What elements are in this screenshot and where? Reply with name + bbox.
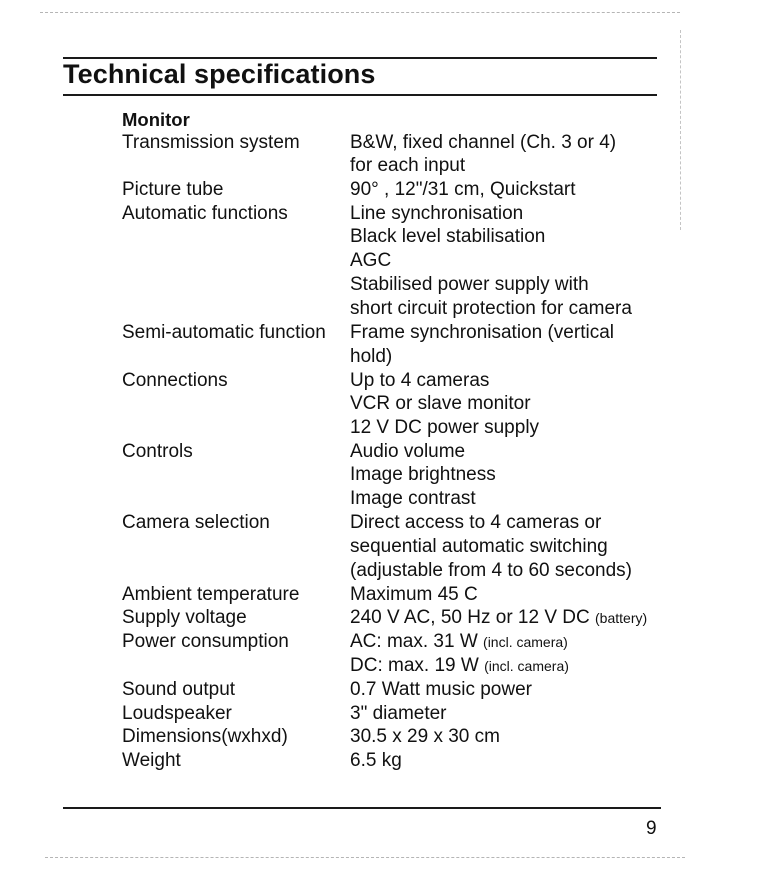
spec-label: Supply voltage: [122, 607, 247, 628]
spec-row-picture-tube: [0, 179, 779, 203]
spec-row-camera-selection-cont: [0, 536, 779, 560]
scan-top-edge: [40, 12, 680, 13]
spec-label: Transmission system: [122, 132, 300, 153]
spec-value: Frame synchronisation (vertical: [350, 322, 614, 343]
spec-value: VCR or slave monitor: [350, 393, 531, 414]
scan-bottom-edge: [45, 857, 685, 858]
spec-value: Image brightness: [350, 464, 496, 485]
spec-row-power-cont: [0, 655, 779, 679]
spec-label: Weight: [122, 750, 181, 771]
spec-row-automatic-cont: [0, 226, 779, 250]
spec-label: Picture tube: [122, 179, 224, 200]
spec-row-semi-automatic: [0, 322, 779, 346]
spec-note: (incl. camera): [483, 634, 568, 650]
page-title: Technical specifications: [63, 59, 376, 89]
spec-row-weight: [0, 750, 779, 774]
spec-label: Sound output: [122, 679, 236, 700]
spec-value: Line synchronisation: [350, 203, 524, 224]
spec-row-power: [0, 631, 779, 655]
spec-value: 240 V AC, 50 Hz or 12 V DC: [350, 607, 590, 628]
spec-value: Audio volume: [350, 441, 466, 462]
spec-value: 0.7 Watt music power: [350, 679, 532, 700]
spec-value: Maximum 45 C: [350, 584, 478, 605]
spec-row-controls-cont: [0, 488, 779, 512]
spec-row-loudspeaker: [0, 703, 779, 727]
spec-row-supply: [0, 607, 779, 631]
spec-row-connections-cont: [0, 417, 779, 441]
spec-value: (adjustable from 4 to 60 seconds): [350, 560, 632, 581]
spec-label: Ambient temperature: [122, 584, 300, 605]
spec-value: Stabilised power supply with: [350, 274, 589, 295]
spec-value-group: [350, 631, 568, 653]
spec-value: B&W, fixed channel (Ch. 3 or 4): [350, 132, 617, 153]
spec-label: Semi-automatic function: [122, 322, 326, 343]
spec-label: Connections: [122, 370, 228, 391]
spec-value: AC: max. 31 W: [350, 631, 478, 652]
spec-row-automatic-cont: [0, 250, 779, 274]
spec-value: DC: max. 19 W: [350, 655, 479, 676]
spec-row-connections: [0, 370, 779, 394]
spec-row-controls-cont: [0, 464, 779, 488]
spec-value: AGC: [350, 250, 392, 271]
spec-row-transmission-cont: [0, 155, 779, 179]
spec-value: 30.5 x 29 x 30 cm: [350, 726, 500, 747]
spec-value: 90° , 12"/31 cm, Quickstart: [350, 179, 576, 200]
spec-row-camera-selection-cont: [0, 560, 779, 584]
page-number: 9: [646, 818, 657, 839]
spec-label: Controls: [122, 441, 193, 462]
spec-value: Up to 4 cameras: [350, 370, 490, 391]
spec-row-camera-selection: [0, 512, 779, 536]
spec-row-semi-automatic-cont: [0, 346, 779, 370]
spec-row-controls: [0, 441, 779, 465]
section-heading: Monitor: [122, 109, 190, 130]
spec-value: 12 V DC power supply: [350, 417, 540, 438]
spec-label: Camera selection: [122, 512, 270, 533]
spec-value: 6.5 kg: [350, 750, 402, 771]
footer-rule: [63, 807, 661, 809]
spec-value: sequential automatic switching: [350, 536, 608, 557]
spec-row-transmission: [0, 132, 779, 156]
spec-value-group: [350, 607, 647, 629]
spec-value: hold): [350, 346, 393, 367]
spec-label: Automatic functions: [122, 203, 288, 224]
spec-note: (incl. camera): [484, 658, 569, 674]
spec-value: 3" diameter: [350, 703, 447, 724]
spec-note: (battery): [595, 610, 648, 626]
spec-row-automatic-cont: [0, 274, 779, 298]
spec-row-sound: [0, 679, 779, 703]
spec-value: Direct access to 4 cameras or: [350, 512, 602, 533]
spec-value: Black level stabilisation: [350, 226, 546, 247]
title-bottom-rule: [63, 94, 657, 96]
spec-label: Loudspeaker: [122, 703, 232, 724]
spec-row-automatic-cont: [0, 298, 779, 322]
spec-row-connections-cont: [0, 393, 779, 417]
spec-label: Dimensions(wxhxd): [122, 726, 288, 747]
spec-value: for each input: [350, 155, 466, 176]
spec-row-ambient: [0, 584, 779, 608]
spec-row-automatic: [0, 203, 779, 227]
spec-value: short circuit protection for camera: [350, 298, 632, 319]
spec-value: Image contrast: [350, 488, 476, 509]
spec-label: Power consumption: [122, 631, 289, 652]
spec-row-dimensions: [0, 726, 779, 750]
spec-value-group: [350, 655, 569, 677]
